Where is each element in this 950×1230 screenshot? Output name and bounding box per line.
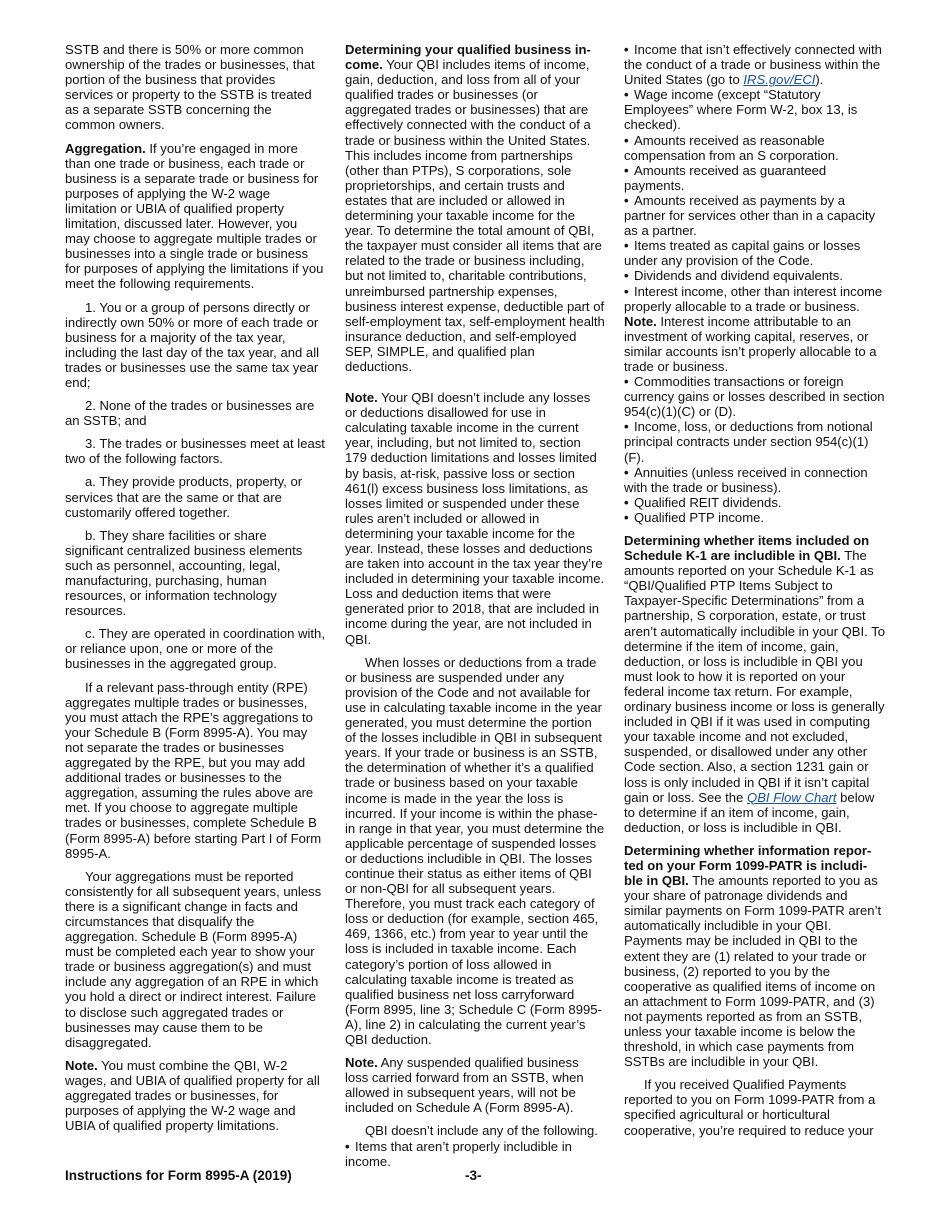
list-item: • Income, loss, or deductions from notional principal contracts under section 954(c)(1)(F). bbox=[624, 419, 886, 464]
qbi-flow-chart-link[interactable]: QBI Flow Chart bbox=[747, 789, 837, 805]
requirement-2: 2. None of the trades or businesses are an SSTB; and bbox=[65, 398, 315, 429]
qbi-determination-text: Your QBI includes items of income, gain, deduction, and loss from all of your qualified trades or businesses (or aggregated trades or businesses) that are effectively connected with the conduct of a trade or business within the United States. This includes income from partnerships (other than PTPs), S corporations, sole proprietorships, and certain trusts and estates that are included or allowed in determining your taxable income for the year. To determine the total amount of QBI, the taxpayer must consider all items that are related to the trade or business including, but not limited to, charitable contributions, unreimbursed partnership expenses, business interest expense, deductible part of self-employment tax, self-employment health insurance deduction, and self-employed SEP, SIMPLE, and qualified plan deductions. bbox=[345, 57, 605, 374]
qbi-determination-heading: Determining your qualified business in-come. bbox=[345, 42, 591, 73]
exclusions-list-start bbox=[345, 1139, 605, 1169]
list-item: • Qualified PTP income. bbox=[624, 510, 886, 525]
note-label: Note. bbox=[345, 390, 378, 406]
exclusions-list-continued bbox=[624, 374, 886, 525]
list-item: • Commodities transactions or foreign currency gains or losses described in section 954(c)(1)(C) or (D). bbox=[624, 374, 886, 419]
form-1099-patr-paragraph bbox=[624, 843, 886, 1069]
note-text: Any suspended qualified business loss carried forward from an SSTB, when allowed in subsequent years, will not be included on Schedule A (Form 8995-A). bbox=[345, 1055, 584, 1116]
list-item: • Interest income, other than interest income properly allocable to a trade or business. bbox=[624, 284, 886, 314]
factor-b: b. They share facilities or share significant centralized business elements such as personnel, accounting, legal, manufacturing, purchasing, human resources, or information technology resources. bbox=[65, 527, 303, 619]
exclusions-list bbox=[624, 42, 886, 314]
note-label: Note. bbox=[65, 1057, 98, 1073]
note-text: You must combine the QBI, W-2 wages, and UBIA of qualified property for all aggregated trades or businesses, for purposes of applying the W-2 wage and UBIA of qualified property limitations. bbox=[65, 1057, 320, 1134]
form-1099-patr-heading: Determining whether information repor-ted on your Form 1099-PATR is includi-ble in QBI. bbox=[624, 842, 872, 889]
interest-note bbox=[624, 314, 886, 374]
suspended-losses-paragraph: When losses or deductions from a trade or business are suspended under any provision of the Code and not available for use in calculating taxable income in the year generated, you must determine the portion of the losses includible in QBI in subsequent years. If your trade or business is an SSTB, the determination of whether it’s a qualified trade or business based on your taxable income is made in the year the loss is incurred. If your income is within the phase-in range in that year, you must determine the applicable percentage of suspended losses or deductions includible in QBI. The losses continue their status as either items of QBI or non-QBI for all subsequent years. Therefore, you must track each category of loss or deduction (for example, section 465, 469, 1366, etc.) from year to year until the loss is included in taxable income. Each category’s portion of loss allowed in calculating taxable income is treated as qualified business net loss carryforward (Form 8995, line 3; Schedule C (Form 8995-A), line 2) in calculating the current year’s QBI deduction. bbox=[345, 654, 605, 1047]
list-item-text: ). bbox=[815, 72, 824, 88]
aggregation-heading: Aggregation. bbox=[65, 140, 146, 156]
note-label: Note. bbox=[345, 1055, 378, 1071]
list-item: • Amounts received as guaranteed payments. bbox=[624, 163, 886, 193]
list-item: • Amounts received as payments by a partner for services other than in a capacity as a partner. bbox=[624, 193, 886, 238]
page-number: -3- bbox=[465, 1168, 482, 1183]
aggregation-text: If you’re engaged in more than one trade or business, each trade or business is a separate trade or business for purposes of applying the W-2 wage limitation or UBIA of qualified property limitation, discussed later. However, you may choose to aggregate multiple trades or businesses into a single trade or business for purposes of applying the limitations if you meet the following requirements. bbox=[65, 140, 324, 292]
note-label: Note. bbox=[624, 313, 657, 329]
list-item: • Wage income (except “Statutory Employees” where Form W-2, box 13, is checked). bbox=[624, 87, 886, 132]
requirement-1: 1. You or a group of persons directly or indirectly own 50% or more of each trade or business for a majority of the tax year, including the last day of the tax year, and all trades or businesses use the same tax year end; bbox=[65, 299, 320, 390]
schedule-k1-text-end: below to determine if an item of income, gain, deduction, or loss is includible in QBI. bbox=[624, 789, 875, 835]
note-text: Interest income attributable to an investment of working capital, reserves, or similar accounts isn’t properly allocable to a trade or business. bbox=[624, 313, 877, 374]
list-item: • Items that aren’t properly includible in income. bbox=[345, 1139, 605, 1169]
footer-title: Instructions for Form 8995-A (2019) bbox=[65, 1168, 292, 1183]
aggregation-paragraph bbox=[65, 141, 325, 292]
schedule-k1-heading: Determining whether items included on Schedule K-1 are includible in QBI. bbox=[624, 533, 870, 564]
column-2 bbox=[345, 42, 605, 1169]
qbi-exclusions-intro: QBI doesn’t include any of the following. bbox=[365, 1123, 598, 1139]
schedule-k1-paragraph bbox=[624, 533, 886, 835]
irs-eci-link[interactable]: IRS.gov/ECI bbox=[743, 72, 816, 88]
page-footer bbox=[65, 1168, 885, 1188]
list-item: • Amounts received as reasonable compensation from an S corporation. bbox=[624, 133, 886, 163]
column-1 bbox=[65, 42, 325, 1141]
list-item: • Dividends and dividend equivalents. bbox=[624, 268, 886, 283]
sstb-loss-note bbox=[345, 1055, 605, 1115]
factor-c: c. They are operated in coordination with, or reliance upon, one or more of the businesses in the aggregated group. bbox=[65, 626, 325, 672]
aggregation-note bbox=[65, 1058, 325, 1133]
qbi-determination-paragraph bbox=[345, 42, 605, 374]
schedule-k1-text: The amounts reported on your Schedule K-1 as “QBI/Qualified PTP Items Subject to Taxpayer-Specific Determinations” from a partnership, S corporation, estate, or trust aren’t automatically includible in your QBI. To determine if the item of income, gain, deduction, or loss is includible in QBI you must look to how it is reported on your federal income tax return. For example, ordinary business income or loss is generally included in QBI if it was used in computing your taxable income and not excluded, suspended, or disallowed under any other Code section. Also, a section 1231 gain or loss is only included in QBI if it isn’t capital gain or loss. See the bbox=[624, 548, 886, 805]
note-text: Your QBI doesn’t include any losses or deductions disallowed for use in calculating taxable income in the current year, including, but not limited to, section 179 deduction limitations and losses limited by basis, at-risk, passive loss or section 461(l) excess business loss limitations, as losses limited or suspended under these rules aren’t included or allowed in determining your taxable income for the year. Instead, these losses and deductions are taken into account in the tax year they’re included in determining your taxable income. Loss and deduction items that were generated prior to 2018, that are included in income during the year, are not included in QBI. bbox=[345, 390, 605, 647]
consistency-paragraph: Your aggregations must be reported consistently for all subsequent years, unless there is a significant change in facts and circumstances that disqualify the aggregation. Schedule B (Form 8995-A) must be completed each year to show your trade or business aggregation(s) and must include any aggregation of an RPE in which you hold a direct or indirect interest. Failure to disclose such aggregated trades or businesses may cause them to be disaggregated. bbox=[65, 868, 322, 1050]
sstb-ownership-paragraph: SSTB and there is 50% or more common ownership of the trades or businesses, that portion of the business that provides services or property to the SSTB is treated as a separate SSTB concerning the common owners. bbox=[65, 42, 315, 133]
list-item: • Items treated as capital gains or losses under any provision of the Code. bbox=[624, 238, 886, 268]
list-item bbox=[624, 42, 886, 87]
list-item-text: Income that isn’t effectively connected with the conduct of a trade or business within the United States (go to bbox=[624, 42, 882, 88]
qualified-payments-paragraph: If you received Qualified Payments reported to you on Form 1099-PATR from a specified agricultural or horticultural cooperative, you’re required to reduce your bbox=[624, 1077, 876, 1138]
losses-note bbox=[345, 390, 605, 647]
list-item: • Annuities (unless received in connection with the trade or business). bbox=[624, 465, 886, 495]
column-3 bbox=[624, 42, 886, 1146]
list-item: • Qualified REIT dividends. bbox=[624, 495, 886, 510]
factor-a: a. They provide products, property, or services that are the same or that are customarily offered together. bbox=[65, 474, 303, 520]
rpe-paragraph: If a relevant pass-through entity (RPE) aggregates multiple trades or businesses, you must attach the RPE’s aggregations to your Schedule B (Form 8995-A). You may not separate the trades or businesses aggregated by the RPE, but you may add additional trades or businesses to the aggregation, assuming the rules above are met. If you choose to aggregate multiple trades or businesses, complete Schedule B (Form 8995-A) before starting Part I of Form 8995-A. bbox=[65, 679, 322, 861]
form-1099-patr-text: The amounts reported to you as your share of patronage dividends and similar payments on Form 1099-PATR aren’t automatically includible in your QBI. Payments may be included in QBI to the extent they are (1) related to your trade or business, (2) reported to you by the cooperative as qualified items of income on an attachment to Form 1099-PATR, and (3) not payments reported as from an SSTB, unless your taxable income is below the threshold, in which case payments from SSTBs are includible in your QBI. bbox=[624, 873, 882, 1070]
requirement-3: 3. The trades or businesses meet at least two of the following factors. bbox=[65, 436, 325, 467]
